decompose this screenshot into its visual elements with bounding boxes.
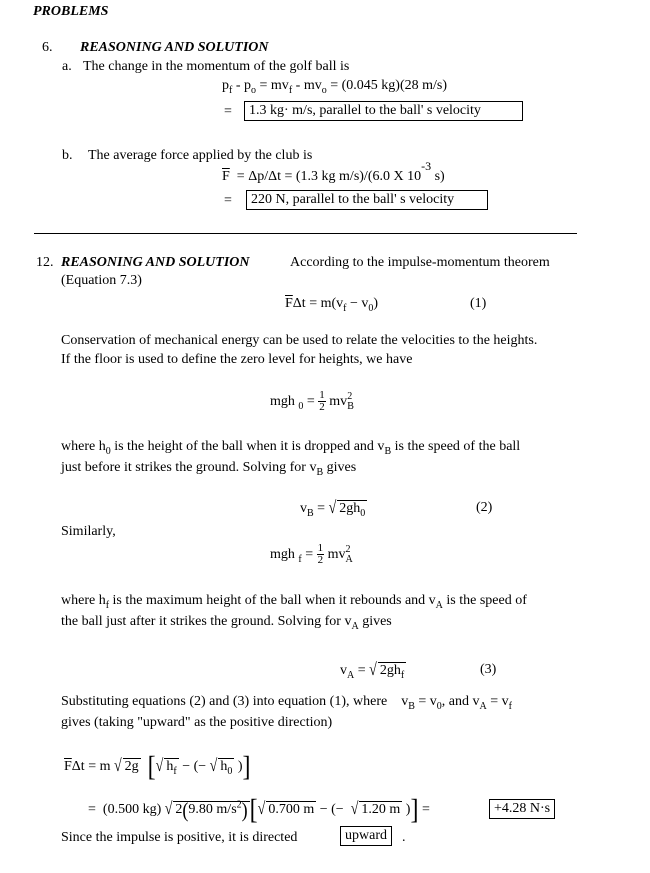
where-hf-line1: where $h_f$ is the maximum height of the ball when it rebounds and $v_A$ is the speed of — [61, 593, 527, 611]
force-equation-exponent: -3 — [421, 159, 432, 174]
equation-2-label: (2) — [476, 500, 493, 515]
where-h0-line2: just before it strikes the ground. Solving for $v_B$ gives — [61, 460, 357, 478]
fraction-one-half: $\frac{1}{2}$ — [319, 389, 325, 414]
similarly-text: Similarly, — [61, 524, 116, 539]
final-answer-box: +4.28 N·s — [489, 799, 555, 819]
vb-equation: $v_B$ = √ $2gh_0$ — [300, 499, 366, 519]
paragraph-energy-line2: If the floor is used to define the zero level for heights, we have — [61, 352, 413, 367]
problem-12-number: 12. — [36, 255, 54, 270]
problem-6-number: 6. — [42, 40, 53, 55]
va-equation: $v_A$ = √ $2gh_f$ — [340, 661, 405, 681]
equation-1-label: (1) — [470, 296, 487, 311]
momentum-equation-values: (0.045 kg)(28 m/s) — [341, 78, 448, 93]
part-a-text: The change in the momentum of the golf ball is — [83, 59, 350, 74]
direction-answer-box: upward — [340, 826, 392, 846]
numeric-impulse-equation: = (0.500 kg) √ 2(9.80 $m/s^2)[√$ 0.700 m − (− √ 1.20 m )] = — [88, 794, 430, 826]
symbolic-impulse-equation: $\overline{F}\Delta t = m$ √ 2g [√ $h_f$ − (− √ $h_0$ )] — [64, 751, 251, 783]
equals-sign: = — [224, 104, 232, 119]
conclusion-text: Since the impulse is positive, it is directed — [61, 830, 298, 845]
equation-reference: (Equation 7.3) — [61, 273, 142, 288]
paragraph-energy-line1: Conservation of mechanical energy can be used to relate the velocities to the heights. — [61, 333, 538, 348]
part-a-marker: a. — [62, 59, 72, 74]
equation-3-label: (3) — [480, 662, 497, 677]
problem-6-heading: REASONING AND SOLUTION — [80, 40, 269, 55]
conclusion-period: . — [402, 830, 406, 845]
energy-equation-dropped: mgh $_0$ = $\frac{1}{2}$ mv 2 B — [270, 389, 354, 414]
force-equation: $\overline{F} = \Delta p/\Delta t = (1.3$ kg m/s)/(6.0 X $10^{-3}$ s) — [222, 159, 445, 184]
part-a-answer-box: 1.3 kg· m/s, parallel to the ball' s velocity — [244, 101, 523, 121]
divider — [34, 233, 577, 234]
substitution-line2: gives (taking "upward" as the positive direction) — [61, 715, 333, 730]
impulse-momentum-equation: $\overline{F}\Delta t = m(v_f - v_0)$ — [285, 296, 379, 314]
substitution-line1: Substituting equations (2) and (3) into equation (1), where $v_B = v_0$, and $v_A = v_f$ — [61, 694, 512, 712]
problem-12-intro: According to the impulse-momentum theorem — [290, 255, 550, 270]
section-title: PROBLEMS — [33, 4, 109, 19]
equals-sign: = — [224, 193, 232, 208]
where-hf-line2: the ball just after it strikes the ground. Solving for $v_A$ gives — [61, 614, 392, 632]
part-b-marker: b. — [62, 148, 73, 163]
problem-12-heading: REASONING AND SOLUTION — [61, 255, 250, 270]
energy-equation-rebound: mgh $_f$ = $\frac{1}{2}$ mv 2 A — [270, 542, 353, 567]
part-b-answer-box: 220 N, parallel to the ball' s velocity — [246, 190, 488, 210]
force-equation-values: (1.3 kg m/s)/(6.0 X 10 — [295, 169, 422, 184]
force-equation-unit: s) — [434, 169, 445, 184]
fraction-one-half: $\frac{1}{2}$ — [317, 542, 324, 567]
part-b-text: The average force applied by the club is — [88, 148, 313, 163]
momentum-equation: $p_f - p_o = mv_f - mv_o = (0.045$ kg)(28 m/s) — [222, 78, 448, 96]
where-h0-line1: where $h_0$ is the height of the ball when it is dropped and $v_B$ is the speed of the ball — [61, 439, 521, 457]
